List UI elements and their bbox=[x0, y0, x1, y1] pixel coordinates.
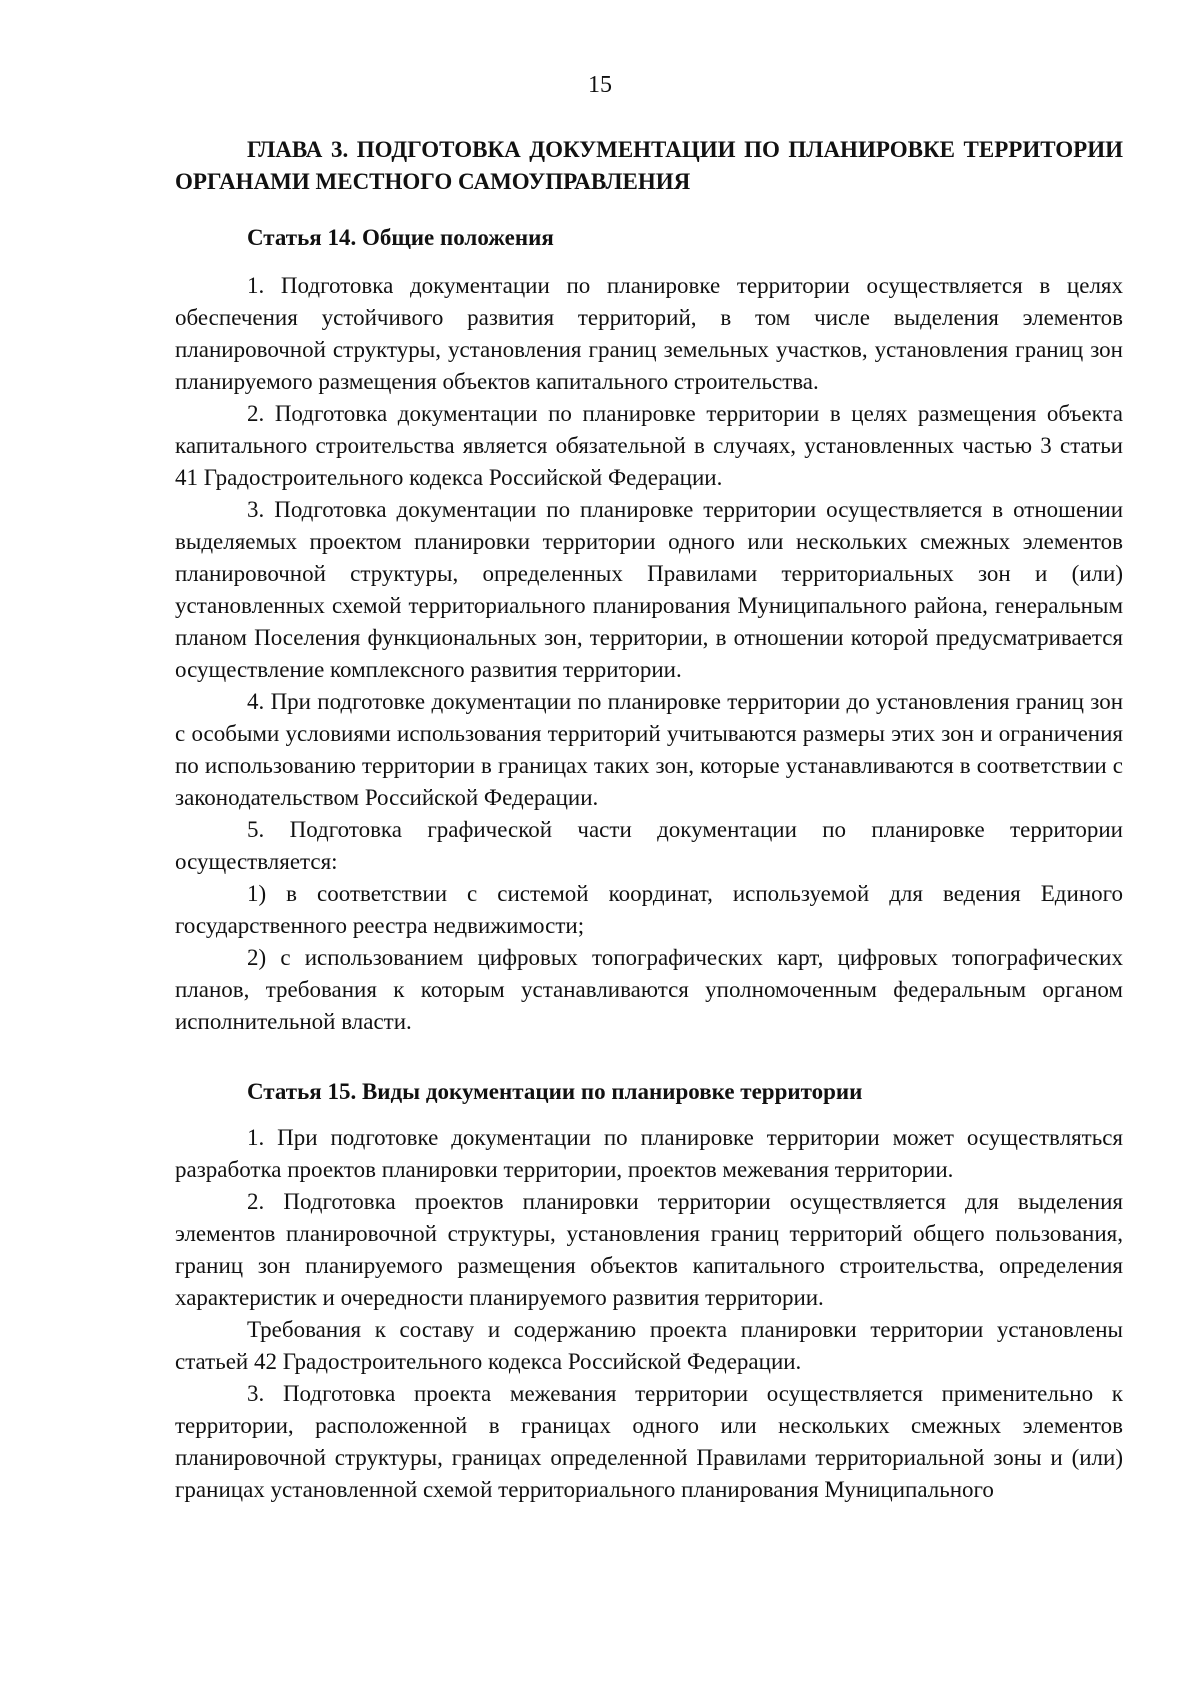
article-15-heading: Статья 15. Виды документации по планировке территории bbox=[247, 1079, 863, 1104]
article-14-paragraph-3: 3. Подготовка документации по планировке территории осуществляется в отношении выделяемых проектом планировки территории одного или нескольких смежных элементов планировочной структуры, определенных Правилами территориальных зон и (или) установленных схемой территориального планирования Муниципального района, генеральным планом Поселения функциональных зон, территории, в отношении которой предусматривается осуществление комплексного развития территории. bbox=[175, 497, 1123, 682]
article-14-paragraph-2: 2. Подготовка документации по планировке территории в целях размещения объекта капитального строительства является обязательной в случаях, установленных частью 3 статьи 41 Градостроительного кодекса Российской Федерации. bbox=[175, 401, 1123, 490]
article-14-paragraph-5: 5. Подготовка графической части документации по планировке территории осуществляется: bbox=[175, 817, 1123, 874]
article-14 bbox=[175, 222, 1123, 1038]
article-14-subitem-1: 1) в соответствии с системой координат, используемой для ведения Единого государственного реестра недвижимости; bbox=[175, 881, 1123, 938]
page-content bbox=[175, 134, 1123, 1506]
chapter-title: ГЛАВА 3. ПОДГОТОВКА ДОКУМЕНТАЦИИ ПО ПЛАНИРОВКЕ ТЕРРИТОРИИ ОРГАНАМИ МЕСТНОГО САМОУПРАВЛЕНИЯ bbox=[175, 137, 1123, 194]
article-15-paragraph-1: 1. При подготовке документации по планировке территории может осуществляться разработка проектов планировки территории, проектов межевания территории. bbox=[175, 1125, 1123, 1182]
article-14-paragraph-4: 4. При подготовке документации по планировке территории до установления границ зон с особыми условиями использования территорий учитываются размеры этих зон и ограничения по использованию территории в границах таких зон, которые устанавливаются в соответствии с законодательством Российской Федерации. bbox=[175, 689, 1123, 810]
article-14-heading: Статья 14. Общие положения bbox=[247, 225, 554, 250]
article-14-subitem-2: 2) с использованием цифровых топографических карт, цифровых топографических планов, требования к которым устанавливаются уполномоченным федеральным органом исполнительной власти. bbox=[175, 945, 1123, 1034]
article-15 bbox=[175, 1076, 1123, 1506]
article-15-paragraph-2: 2. Подготовка проектов планировки территории осуществляется для выделения элементов планировочной структуры, установления границ территорий общего пользования, границ зон планируемого размещения объектов капитального строительства, определения характеристик и очередности планируемого развития территории. bbox=[175, 1189, 1123, 1310]
article-15-paragraph-3: 3. Подготовка проекта межевания территории осуществляется применительно к территории, расположенной в границах одного или нескольких смежных элементов планировочной структуры, границах определенной Правилами территориальной зоны и (или) границах установленной схемой территориального планирования Муниципального bbox=[175, 1381, 1123, 1502]
article-14-paragraph-1: 1. Подготовка документации по планировке территории осуществляется в целях обеспечения устойчивого развития территорий, в том числе выделения элементов планировочной структуры, установления границ земельных участков, установления границ зон планируемого размещения объектов капитального строительства. bbox=[175, 273, 1123, 394]
page-number: 15 bbox=[588, 72, 612, 98]
article-15-paragraph-requirements: Требования к составу и содержанию проекта планировки территории установлены статьей 42 Градостроительного кодекса Российской Федерации. bbox=[175, 1317, 1123, 1374]
